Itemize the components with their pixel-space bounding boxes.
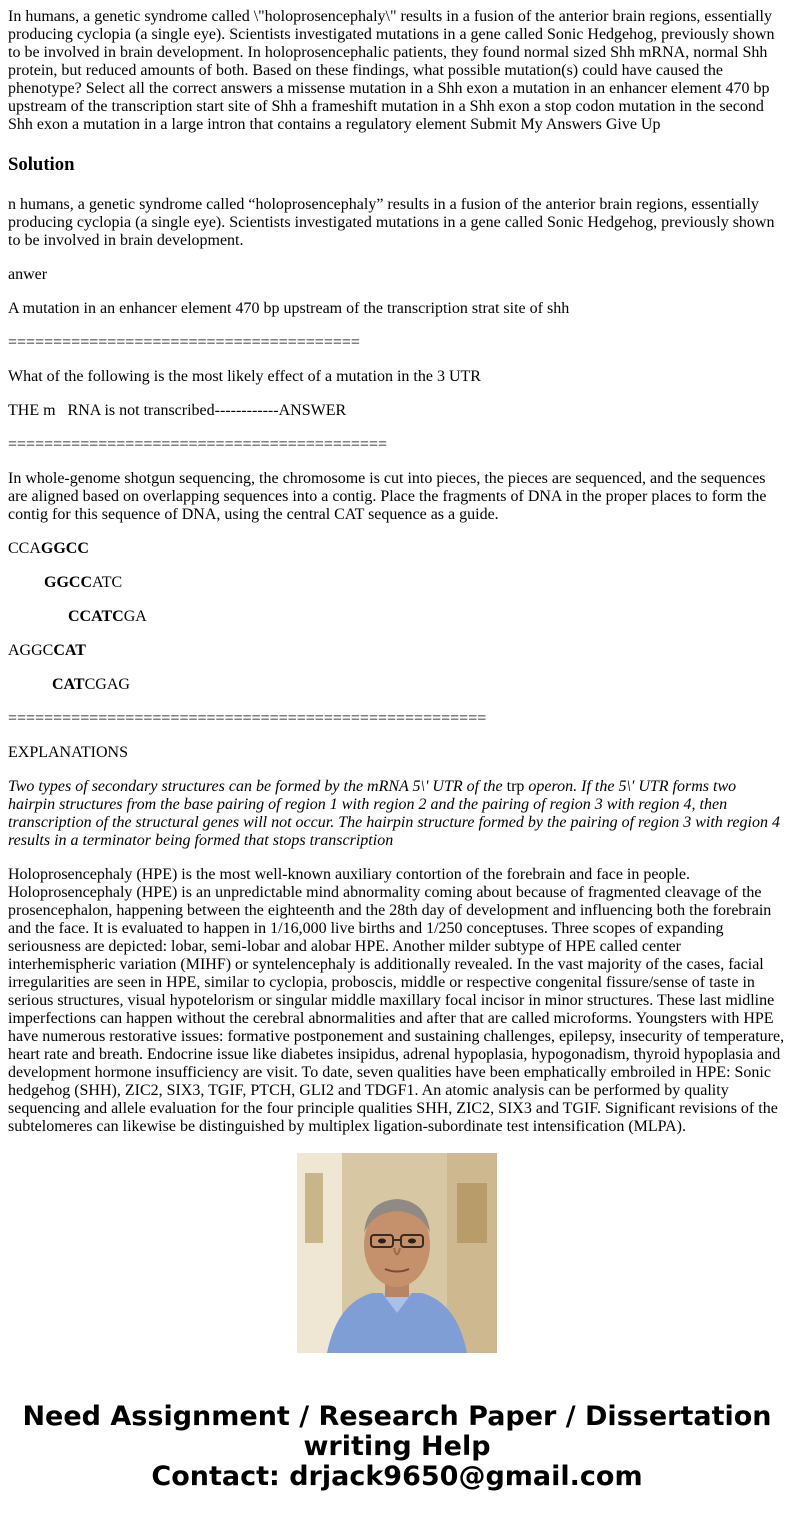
author-avatar (297, 1153, 497, 1353)
fragment-3: CCATCGA (68, 608, 147, 625)
promo-contact: Contact: drjack9650@gmail.com (151, 1461, 643, 1492)
fragment-1: CCAGGCC (8, 540, 89, 557)
article-body (8, 0, 786, 1135)
person-portrait-icon (297, 1153, 497, 1353)
divider: ========================================== (8, 436, 387, 453)
question-2: What of the following is the most likely effect of a mutation in the 3 UTR (8, 368, 481, 385)
fragment-2: GGCCATC (44, 574, 123, 591)
promo-line-2: writing Help (303, 1431, 491, 1462)
fragment-4: AGGCCAT (8, 642, 86, 659)
answer-text: A mutation in an enhancer element 470 bp upstream of the transcription strat site of shh (8, 300, 570, 317)
solution-heading: Solution (8, 154, 75, 175)
question-2-answer: THE m RNA is not transcribed------------ANSWER (8, 402, 347, 419)
divider: ======================================= (8, 334, 360, 351)
question-3: In whole-genome shotgun sequencing, the chromosome is cut into pieces, the pieces are sequenced, and the sequences are aligned based on overlapping sequences into a contig. Place the fragments of DNA in the proper places to form the contig for this sequence of DNA, using the central CAT sequence as a guide. (8, 470, 767, 523)
solution-intro: n humans, a genetic syndrome called “holoprosencephaly” results in a fusion of the anterior brain regions, essentially producing cyclopia (a single eye). Scientists investigated mutations in a gene called Sonic Hedgehog, previously shown to be involved in brain development. (8, 196, 775, 249)
promo-line-1: Need Assignment / Research Paper / Dissertation (22, 1401, 772, 1432)
utr-explanation: Two types of secondary structures can be formed by the mRNA 5\' UTR of the trp operon. If the 5\' UTR forms two hairpin structures from the base pairing of region 1 with region 2 and the pairing of region 3 with region 4, then transcription of the structural genes will not occur. The hairpin structure formed by the pairing of region 3 with region 4 results in a terminator being formed that stops transcription (8, 778, 780, 849)
promo-banner (0, 1402, 794, 1492)
hpe-explanation: Holoprosencephaly (HPE) is the most well-known auxiliary contortion of the forebrain and face in people. Holoprosencephaly (HPE) is an unpredictable mind abnormality coming about because of fragmented cleavage of the prosencephalon, happening between the eighteenth and the 28th day of development and influencing both the forebrain and the face. It is evaluated to happen in 1/16,000 live births and 1/250 conceptuses. Three scopes of expanding seriousness are depicted: lobar, semi-lobar and alobar HPE. Another milder subtype of HPE called center interhemispheric variation (MIHF) or syntelencephaly is additionally revealed. In the vast majority of the cases, facial irregularities are seen in HPE, similar to cyclopia, proboscis, middle or respective congenital fissure/sense of taste in serious structures, visual hypotelorism or singular middle maxillary focal incisor in minor structures. These last midline imperfections can happen without the cerebral abnormalities and after that are called microforms. Youngsters with HPE have numerous restorative issues: formative postponement and sustaining challenges, epilepsy, insecurity of temperature, heart rate and breath. Endocrine issue like diabetes insipidus, adrenal hypoplasia, hypogonadism, thyroid hypoplasia and development hormone insufficiency are visit. To date, seven qualities have been emphatically embroiled in HPE: Sonic hedgehog (SHH), ZIC2, SIX3, TGIF, PTCH, GLI2 and TDGF1. An atomic analysis can be performed by quality sequencing and allele evaluation for the four principle qualities SHH, ZIC2, SIX3 and TGIF. Significant revisions of the subtelomeres can likewise be distinguished by multiplex ligation-subordinate test intensification (MLPA). (8, 866, 785, 1135)
answer-label: anwer (8, 266, 48, 283)
question-text: In humans, a genetic syndrome called \"holoprosencephaly\" results in a fusion of the anterior brain regions, essentially producing cyclopia (a single eye). Scientists investigated mutations in a gene called Sonic Hedgehog, previously shown to be involved in brain development. In holoprosencephalic patients, they found normal sized Shh mRNA, normal Shh protein, but reduced amounts of both. Based on these findings, what possible mutation(s) could have caused the phenotype? Select all the correct answers a missense mutation in a Shh exon a mutation in an enhancer element 470 bp upstream of the transcription start site of Shh a frameshift mutation in a Shh exon a stop codon mutation in the second Shh exon a mutation in a large intron that contains a regulatory element Submit My Answers Give Up (8, 8, 775, 133)
divider: ===================================================== (8, 710, 487, 727)
explanations-label: EXPLANATIONS (8, 744, 128, 761)
fragment-5: CATCGAG (52, 676, 130, 693)
